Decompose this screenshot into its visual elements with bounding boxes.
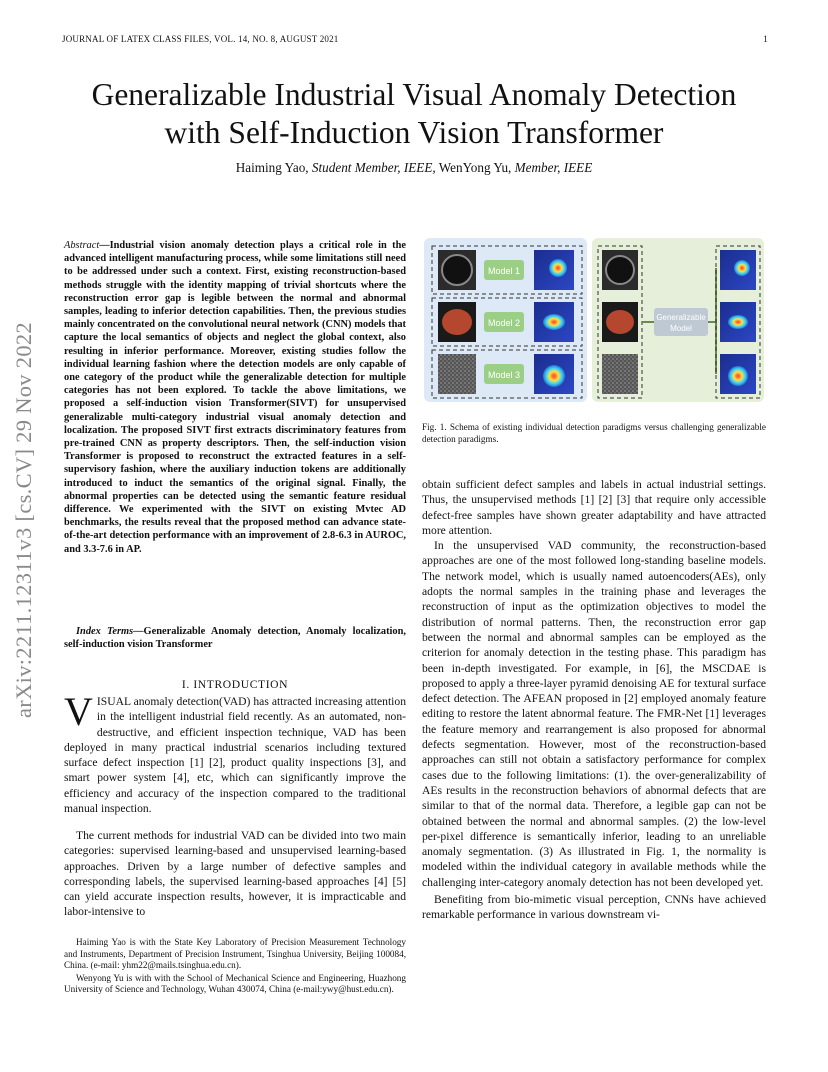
author-footnotes xyxy=(64,937,406,997)
gen-input-3 xyxy=(602,354,638,394)
title-line-2: with Self-Induction Vision Transformer xyxy=(164,115,664,150)
drop-cap: V xyxy=(64,689,93,734)
figure-1-diagram xyxy=(424,238,764,404)
right-p3: Benefiting from bio-mimetic visual perception, CNNs have achieved remarkable performance in various downstream vi- xyxy=(422,893,766,922)
abstract xyxy=(64,239,406,556)
author-1: Haiming Yao, xyxy=(235,160,309,175)
model-3-label: Model 3 xyxy=(487,370,521,380)
right-p1: obtain sufficient defect samples and labels in actual industrial settings. Thus, the unsupervised methods [1] [2] [3] that require only accessible defect-free samples have shown greater adaptability and have attracted more attention. xyxy=(422,478,766,537)
index-terms-text: —Generalizable Anomaly detection, Anomaly localization, self-induction vision Transformer xyxy=(64,626,406,651)
intro-p1-text: ISUAL anomaly detection(VAD) has attracted increasing attention in the intelligent industrial field recently. As an automated, non-destructive, and efficient inspection technique, VAD has been deployed in many practical industrial scenarios including textured surface defect inspection [1] [2], product quality inspections [3], and smart power system [4], etc, which can significantly improve the efficiency and accuracy of the inspection compared to the traditional manual inspection. xyxy=(64,695,406,816)
pill-icon xyxy=(442,309,472,335)
title-line-1: Generalizable Industrial Visual Anomaly Detection xyxy=(91,77,737,112)
index-terms-label: Index Terms xyxy=(76,626,134,637)
generalizable-label-1: Generalizable xyxy=(656,313,706,322)
intro-paragraph-2: The current methods for industrial VAD can be divided into two main categories: supervised learning-based and unsupervised learning-based approaches. Driven by a large number of defective samples and corresponding labels, the supervised learning-based approaches [4] [5] can yield accurate inspection results, however, it is impracticable and labor-intensive to xyxy=(64,829,406,919)
arxiv-identifier: arXiv:2211.12311v3 [cs.CV] 29 Nov 2022 xyxy=(11,322,36,718)
right-column xyxy=(422,477,766,923)
footnote-author-2: Wenyong Yu is with with the School of Mechanical Science and Engineering, Huazhong University of Science and Technology, Wuhan 430074, China (e-mail:ywy@hust.edu.cn). xyxy=(64,972,406,995)
gen-heat-2 xyxy=(728,315,748,329)
abstract-label: Abstract xyxy=(64,240,100,251)
footnote-author-1: Haiming Yao is with the State Key Laboratory of Precision Measurement Technology and Instruments, Department of Precision Instrument, Tsinghua University, Beijing 100084, China. (e-mail: yhm22@mails.tsinghua.edu.cn). xyxy=(64,937,406,971)
heatmap-spot-3 xyxy=(543,365,565,387)
journal-name: JOURNAL OF LATEX CLASS FILES, VOL. 14, NO. 8, AUGUST 2021 xyxy=(62,34,339,44)
right-p2: In the unsupervised VAD community, the reconstruction-based approaches are one of the most followed long-standing baseline models. The network model, which is usually named autoencoders(AEs), only adopts the normal samples in the training phase and leverages the reconstruction of input as the optimization objectives to model the distribution of normal patterns. Then, the reconstruction error gap between the normal and abnormal samples can be employed as the criterion for anomaly detection in the testing phase. This paradigm has been in-depth investigated. For example, in [6], the MSCDAE is proposed to apply a three-layer pyramid denoising AE for textural surface defect detection. The AFEAN proposed in [2] employed anomaly feature editing to restore the latent abnormal feature. The FMR-Net [1] leverages the feature memory and rearrangement is also proposed for abnormal defects segmentation. However, most of the reconstruction-based approaches can still not obtain a satisfactory performance for complex cases due to the following limitations: (1). the over-generalizability of AEs results in the reconstruction behaviors of abnormal defects that are similar to that of the normal data. Therefore, a legible gap can not be obtained between the normal and abnormal samples. (2) the low-level per-pixel difference is semantically inferior, leading to an unreliable anomaly segmentation. (3) As illustrated in Fig. 1, the normality is modeled within the individual category in available methods while the challenging inter-category anomaly detection has not been developed yet. xyxy=(422,539,766,889)
abstract-text: —Industrial vision anomaly detection plays a critical role in the advanced intelligent manufacturing process, while some limitations still need to be addressed under such a context. First, existing reconstruction-based methods struggle with the identity mapping of trivial shortcuts where the reconstruction error gap is legible between the normal and abnormal samples, leading to inferior detection capabilities. Then, the previous studies mainly concentrated on the convolutional neural network (CNN) models that capture the local semantics of objects and neglect the global context, also resulting in inferior performance. Moreover, existing studies follow the individual learning fashion where the detection models are only capable of one category of the product while the generalizable detection for multiple categories has not been explored. To tackle the above limitations, we proposed a self-induction vision Transformer(SIVT) for unsupervised generalizable multi-category industrial visual anomaly detection and localization. The proposed SIVT first extracts discriminatory features from pre-trained CNN as property descriptors. Then, the self-induction vision Transformer is proposed to reconstruct the extracted features in a self-supervisory fashion, where the auxiliary induction tokens are additionally introduced to induct the semantics of the original signal. Finally, the abnormal properties can be detected using the semantic feature residual difference. We experimented with the SIVT on existing Mvtec AD benchmarks, the results reveal that the proposed method can advance state-of-the-art detection performance with an improvement of 2.8-6.3 in AUROC, and 3.3-7.6 in AP. xyxy=(64,240,406,555)
paper-title xyxy=(40,76,788,152)
arxiv-stamp xyxy=(4,280,44,760)
gen-heat-1 xyxy=(734,260,750,276)
figure-1 xyxy=(424,238,764,404)
author-2: WenYong Yu, xyxy=(438,160,512,175)
input-image-3 xyxy=(438,354,476,394)
section-heading-introduction: I. INTRODUCTION xyxy=(181,678,289,691)
author-1-role: Student Member, IEEE, xyxy=(311,160,436,175)
gen-pill-icon xyxy=(606,310,634,334)
heatmap-spot-1 xyxy=(549,259,567,277)
index-terms xyxy=(64,625,406,651)
generalizable-label-2: Model xyxy=(670,324,692,333)
author-2-role: Member, IEEE xyxy=(514,160,593,175)
gen-heat-3 xyxy=(728,366,748,386)
model-1-label: Model 1 xyxy=(487,266,521,276)
gen-bottle-icon xyxy=(606,256,634,284)
page-number: 1 xyxy=(763,34,768,44)
bottle-icon xyxy=(442,255,472,285)
author-line xyxy=(60,160,768,176)
heatmap-spot-2 xyxy=(543,314,565,330)
figure-1-caption: Fig. 1. Schema of existing individual detection paradigms versus challenging generalizable detection paradigms. xyxy=(422,422,766,444)
running-header xyxy=(62,34,768,44)
model-2-label: Model 2 xyxy=(487,318,521,328)
intro-paragraph-1 xyxy=(64,689,406,816)
